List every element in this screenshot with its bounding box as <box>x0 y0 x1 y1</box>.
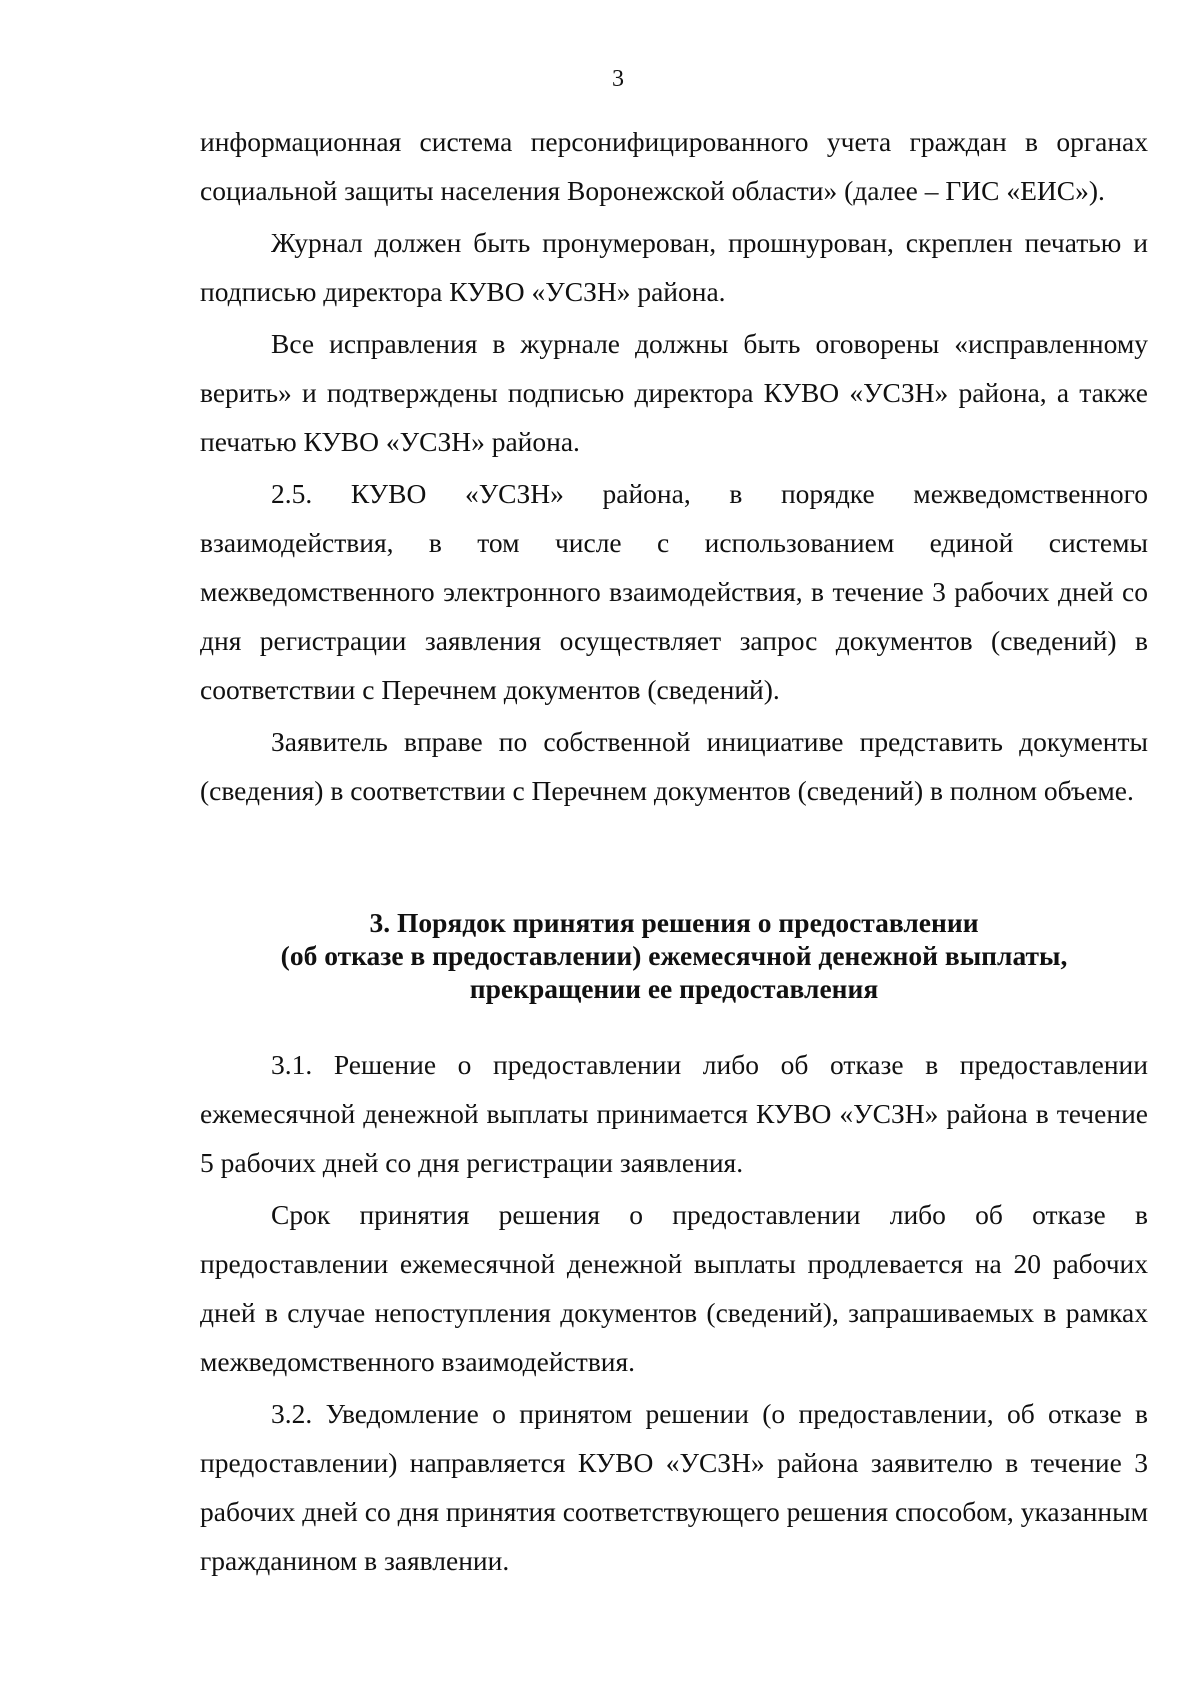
section-heading <box>200 906 1148 1005</box>
paragraph-decision-extension: Срок принятия решения о предоставлении либо об отказе в предоставлении ежемесячной денежной выплаты продлевается на 20 рабочих дней в случае непоступления документов (сведений), запрашиваемых в рамках межведомственного взаимодействия. <box>200 1199 1148 1377</box>
document-body-bottom <box>200 1040 1148 1585</box>
section-heading-line-2: (об отказе в предоставлении) ежемесячной денежной выплаты, <box>280 940 1068 971</box>
paragraph-clause-3-1: 3.1. Решение о предоставлении либо об отказе в предоставлении ежемесячной денежной выплаты принимается КУВО «УСЗН» района в течение 5 рабочих дней со дня регистрации заявления. <box>200 1049 1148 1178</box>
paragraph-continuation: информационная система персонифицированного учета граждан в органах социальной защиты населения Воронежской области» (далее – ГИС «ЕИС»). <box>200 126 1148 206</box>
paragraph-clause-3-2: 3.2. Уведомление о принятом решении (о предоставлении, об отказе в предоставлении) направляется КУВО «УСЗН» района заявителю в течение 3 рабочих дней со дня принятия соответствующего решения способом, указанным гражданином в заявлении. <box>200 1398 1148 1576</box>
document-body-top <box>200 117 1148 815</box>
paragraph-journal-numbering: Журнал должен быть пронумерован, прошнурован, скреплен печатью и подписью директора КУВО «УСЗН» района. <box>200 227 1148 307</box>
paragraph-applicant-right: Заявитель вправе по собственной инициативе представить документы (сведения) в соответствии с Перечнем документов (сведений) в полном объеме. <box>200 726 1148 806</box>
page-number: 3 <box>612 66 624 92</box>
section-heading-line-3: прекращении ее предоставления <box>469 973 879 1004</box>
paragraph-clause-2-5: 2.5. КУВО «УСЗН» района, в порядке межведомственного взаимодействия, в том числе с использованием единой системы межведомственного электронного взаимодействия, в течение 3 рабочих дней со дня регистрации заявления осуществляет запрос документов (сведений) в соответствии с Перечнем документов (сведений). <box>200 478 1148 705</box>
paragraph-journal-corrections: Все исправления в журнале должны быть оговорены «исправленному верить» и подтверждены подписью директора КУВО «УСЗН» района, а также печатью КУВО «УСЗН» района. <box>200 328 1148 457</box>
section-heading-line-1: 3. Порядок принятия решения о предоставлении <box>369 907 979 938</box>
